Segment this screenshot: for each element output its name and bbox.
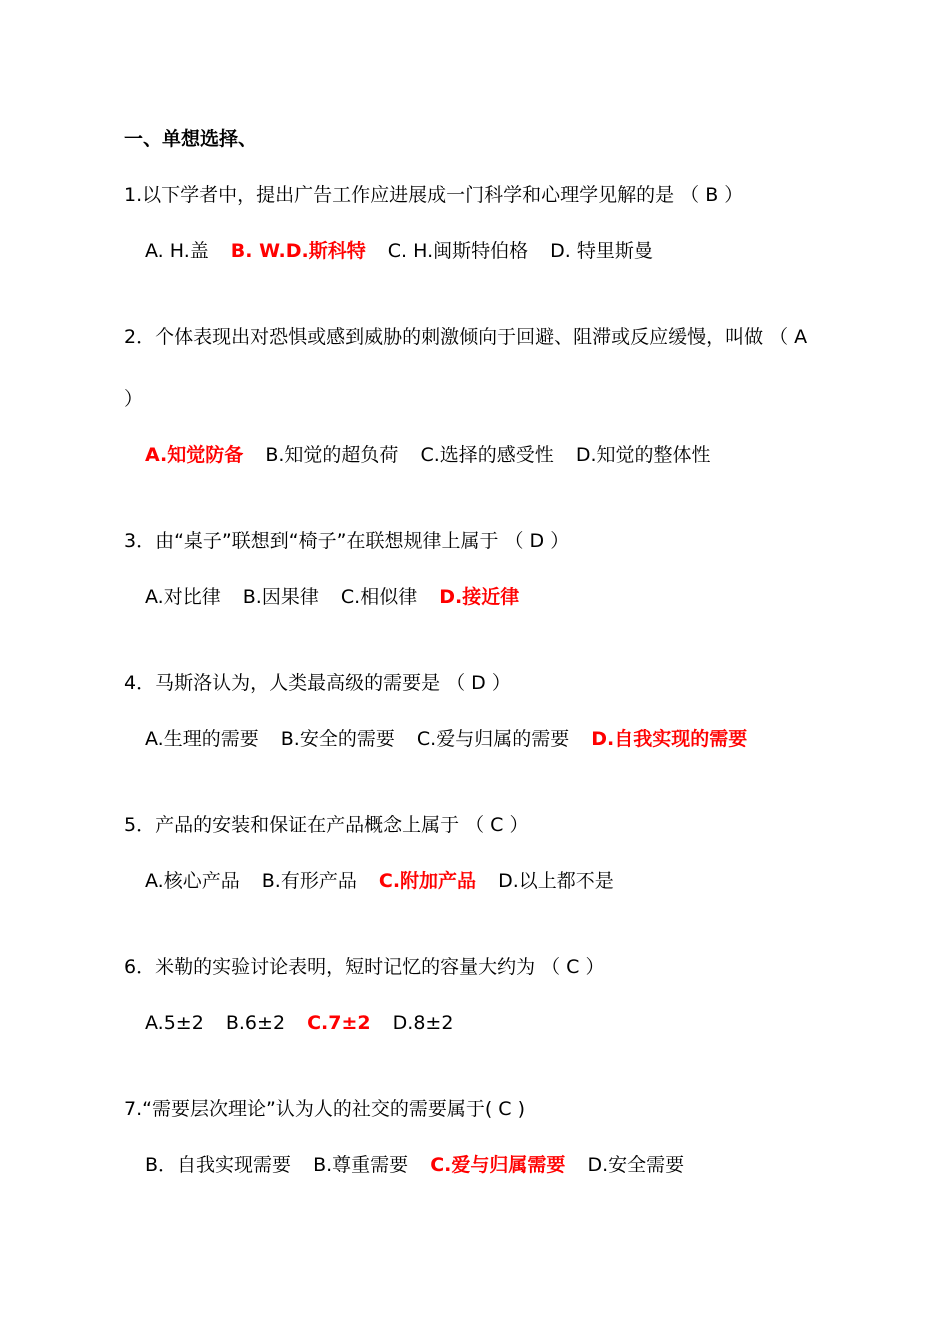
- section-title: 一、单想选择、: [124, 128, 258, 150]
- options-2: [145, 442, 726, 468]
- option-3b: B.因果律: [242, 586, 319, 608]
- option-5d: D.以上都不是: [498, 870, 614, 892]
- option-4b: B.安全的需要: [280, 728, 395, 750]
- options-4: [145, 726, 763, 752]
- option-3d-answer: D.接近律: [439, 586, 520, 608]
- option-4c: C.爱与归属的需要: [416, 728, 570, 750]
- options-6: [145, 1010, 469, 1036]
- option-3c: C.相似律: [340, 586, 418, 608]
- option-1d: D. 特里斯曼: [550, 240, 653, 262]
- option-7a: B．自我实现需要: [145, 1154, 292, 1176]
- question-7: 7.“需要层次理论”认为人的社交的需要属于( C ): [124, 1098, 525, 1120]
- option-3a: A.对比律: [145, 586, 221, 608]
- options-7: [145, 1152, 700, 1178]
- option-5c-answer: C.附加产品: [378, 870, 477, 892]
- question-2: 2．个体表现出对恐惧或感到威胁的刺激倾向于回避、阻滞或反应缓慢，叫做 （ A: [124, 326, 808, 348]
- option-2d: D.知觉的整体性: [575, 444, 711, 466]
- option-5a: A.核心产品: [145, 870, 240, 892]
- options-5: [145, 868, 630, 894]
- question-6: 6．米勒的实验讨论表明，短时记忆的容量大约为 （ C ）: [124, 956, 605, 978]
- options-3: [145, 584, 535, 610]
- question-2-cont: ）: [124, 388, 144, 410]
- option-2c: C.选择的感受性: [420, 444, 554, 466]
- options-1: [145, 238, 669, 264]
- question-1: 1.以下学者中，提出广告工作应进展成一门科学和心理学见解的是 （ B ）: [124, 184, 744, 206]
- option-1c: C. H.闽斯特伯格: [387, 240, 529, 262]
- option-7b: B.尊重需要: [313, 1154, 409, 1176]
- option-6b: B.6±2: [225, 1012, 286, 1034]
- question-3: 3．由“桌子”联想到“椅子”在联想规律上属于 （ D ）: [124, 530, 570, 552]
- option-4a: A.生理的需要: [145, 728, 259, 750]
- option-1b-answer: B. W.D.斯科特: [230, 240, 366, 262]
- option-6a: A.5±2: [145, 1012, 204, 1034]
- option-2a-answer: A.知觉防备: [145, 444, 244, 466]
- question-5: 5．产品的安装和保证在产品概念上属于 （ C ）: [124, 814, 529, 836]
- option-4d-answer: D.自我实现的需要: [591, 728, 748, 750]
- option-1a: A. H.盖: [145, 240, 209, 262]
- option-6c-answer: C.7±2: [307, 1012, 371, 1034]
- option-5b: B.有形产品: [261, 870, 357, 892]
- option-7c-answer: C.爱与归属需要: [430, 1154, 566, 1176]
- question-4: 4．马斯洛认为，人类最高级的需要是 （ D ）: [124, 672, 511, 694]
- option-6d: D.8±2: [392, 1012, 454, 1034]
- option-2b: B.知觉的超负荷: [265, 444, 399, 466]
- option-7d: D.安全需要: [587, 1154, 685, 1176]
